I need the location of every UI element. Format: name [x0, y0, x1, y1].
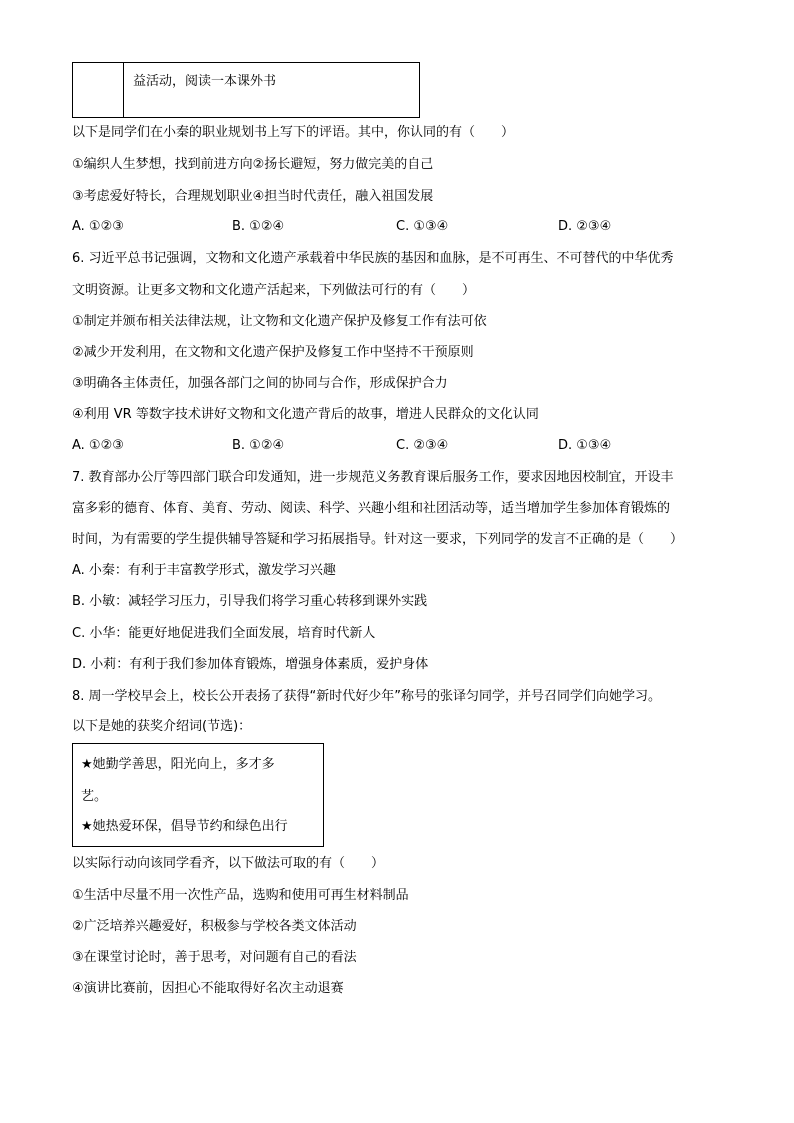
prev-question-table — [72, 62, 420, 118]
q8-item-1: ①生活中尽量不用一次性产品，选购和使用可再生材料制品 — [72, 888, 409, 903]
q7-option-d[interactable]: D. 小莉：有利于我们参加体育锻炼，增强身体素质，爱护身体 — [72, 657, 429, 672]
award-intro-line-3: ★她热爱环保，倡导节约和绿色出行 — [81, 819, 288, 834]
q7-option-b[interactable]: B. 小敏：减轻学习压力，引导我们将学习重心转移到课外实践 — [72, 594, 428, 609]
q6-stem-line-1: 6. 习近平总书记强调，文物和文化遗产承载着中华民族的基因和血脉，是不可再生、不可替代的中华优秀 — [72, 251, 674, 266]
q8-item-3: ③在课堂讨论时，善于思考，对问题有自己的看法 — [72, 950, 357, 965]
award-intro-line-2: 艺。 — [81, 789, 108, 804]
q5-stem: 以下是同学们在小秦的职业规划书上写下的评语。其中，你认同的有（ ） — [72, 125, 515, 140]
q6-item-3: ③明确各主体责任，加强各部门之间的协同与合作，形成保护合力 — [72, 376, 448, 391]
q7-stem-line-2: 富多彩的德育、体育、美育、劳动、阅读、科学、兴趣小组和社团活动等，适当增加学生参加体育锻炼的 — [72, 501, 671, 516]
q8-stem-line-2: 以下是她的获奖介绍词(节选)： — [72, 719, 252, 734]
q6-options — [72, 437, 712, 455]
q5-option-d[interactable]: D. ②③④ — [558, 219, 612, 234]
q8-stem-line-3: 以实际行动向该同学看齐，以下做法可取的有（ ） — [72, 856, 385, 871]
q5-option-a[interactable]: A. ①②③ — [72, 219, 124, 234]
q7-stem-line-1: 7. 教育部办公厅等四部门联合印发通知，进一步规范义务教育课后服务工作，要求因地因校制宜，开设丰 — [72, 470, 674, 485]
q5-option-b[interactable]: B. ①②④ — [232, 219, 285, 234]
q5-options — [72, 218, 712, 236]
q8-stem-line-1: 8. 周一学校早会上，校长公开表扬了获得“新时代好少年”称号的张译匀同学，并号召同学们向她学习。 — [72, 689, 662, 704]
q7-option-a[interactable]: A. 小秦：有利于丰富教学形式，激发学习兴趣 — [72, 563, 336, 578]
q8-item-2: ②广泛培养兴趣爱好，积极参与学校各类文体活动 — [72, 919, 357, 934]
table-cell-text: 益活动，阅读一本课外书 — [133, 74, 277, 89]
award-intro-line-1: ★她勤学善思，阳光向上，多才多 — [81, 757, 275, 772]
q5-option-c[interactable]: C. ①③④ — [396, 219, 449, 234]
q6-item-2: ②减少开发利用，在文物和文化遗产保护及修复工作中坚持不干预原则 — [72, 345, 474, 360]
q8-item-4: ④演讲比赛前，因担心不能取得好名次主动退赛 — [72, 981, 344, 996]
table-left-cell — [73, 63, 124, 117]
q6-item-4: ④利用 VR 等数字技术讲好文物和文化遗产背后的故事，增进人民群众的文化认同 — [72, 407, 539, 422]
q6-option-b[interactable]: B. ①②④ — [232, 438, 285, 453]
q6-stem-line-2: 文明资源。让更多文物和文化遗产活起来，下列做法可行的有（ ） — [72, 283, 476, 298]
q7-stem-line-3: 时间，为有需要的学生提供辅导答疑和学习拓展指导。针对这一要求，下列同学的发言不正确的是（ ） — [72, 532, 684, 547]
q6-option-a[interactable]: A. ①②③ — [72, 438, 124, 453]
award-intro-box — [72, 743, 324, 847]
q6-option-c[interactable]: C. ②③④ — [396, 438, 449, 453]
q5-item-1: ①编织人生梦想，找到前进方向②扬长避短，努力做完美的自己 — [72, 157, 434, 172]
q5-item-2: ③考虑爱好特长，合理规划职业④担当时代责任，融入祖国发展 — [72, 189, 434, 204]
q6-option-d[interactable]: D. ①③④ — [558, 438, 612, 453]
q6-item-1: ①制定并颁布相关法律法规，让文物和文化遗产保护及修复工作有法可依 — [72, 314, 487, 329]
q7-option-c[interactable]: C. 小华：能更好地促进我们全面发展，培育时代新人 — [72, 626, 376, 641]
